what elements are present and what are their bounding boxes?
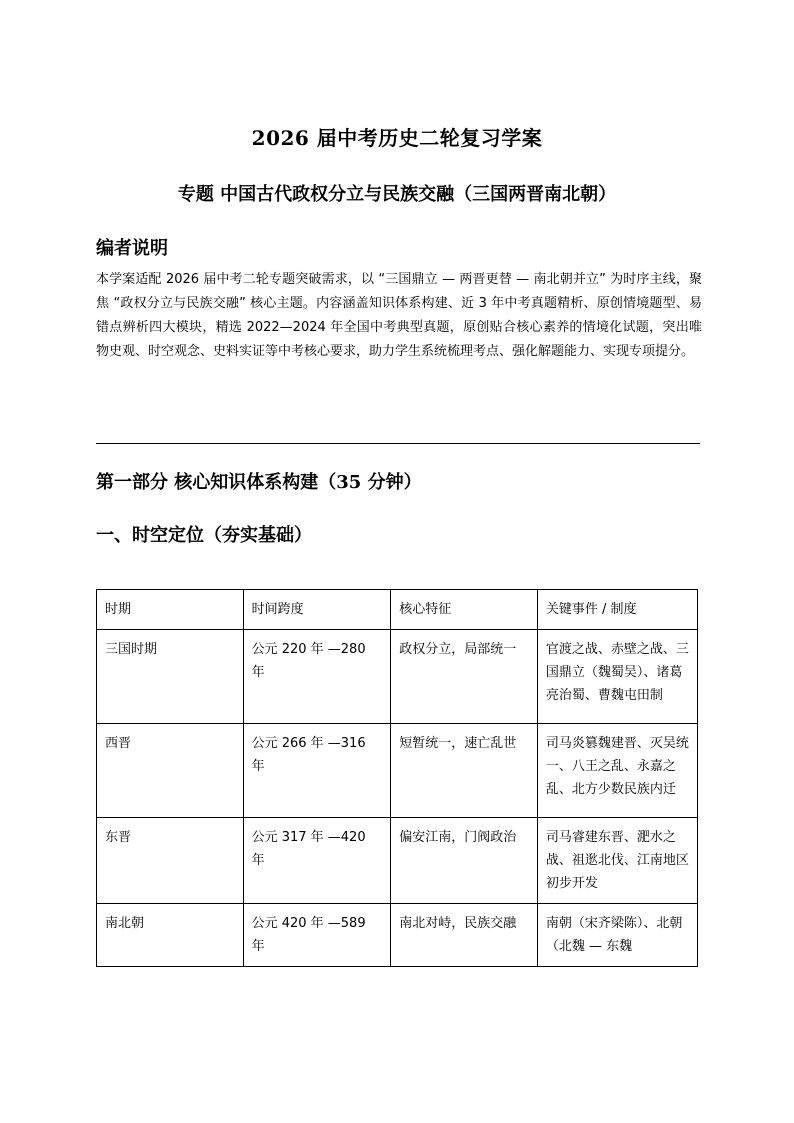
table-header-row xyxy=(97,590,698,630)
table-header-cell: 时期 xyxy=(97,590,244,630)
table-cell: 南北朝 xyxy=(97,904,244,967)
table-row xyxy=(97,724,698,818)
table-header-cell: 核心特征 xyxy=(391,590,538,630)
table-row xyxy=(97,818,698,904)
table-row xyxy=(97,630,698,724)
section-one-heading: 一、时空定位（夯实基础） xyxy=(96,525,312,546)
editor-note-paragraph: 本学案适配 2026 届中考二轮专题突破需求，以 “三国鼎立 — 两晋更替 — 南北朝并立” 为时序主线，聚焦 “政权分立与民族交融” 核心主题。内容涵盖知识体系构建、近 3 年中考真题精析、原创情境题型、易错点辨析四大模块，精选 2022—2024 年全国中考典型真题，原创贴合核心素养的情境化试题，突出唯物史观、时空观念、史料实证等中考核心要求，助力学生系统梳理考点、强化解题能力、实现专项提分。 xyxy=(96,272,702,359)
table-cell: 公元 220 年 —280 年 xyxy=(243,630,391,724)
table-cell: 南朝（宋齐梁陈）、北朝（北魏 — 东魏 xyxy=(537,904,697,967)
table-cell: 偏安江南，门阀政治 xyxy=(391,818,538,904)
table-cell: 短暂统一，速亡乱世 xyxy=(391,724,538,818)
timeline-table xyxy=(96,589,698,967)
table-cell: 司马炎篡魏建晋、灭吴统一、八王之乱、永嘉之乱、北方少数民族内迁 xyxy=(537,724,697,818)
table-cell: 政权分立，局部统一 xyxy=(391,630,538,724)
table-row xyxy=(97,904,698,967)
page-subtitle: 专题 中国古代政权分立与民族交融（三国两晋南北朝） xyxy=(177,184,617,205)
horizontal-divider xyxy=(96,443,700,444)
table-cell: 西晋 xyxy=(97,724,244,818)
table-cell: 三国时期 xyxy=(97,630,244,724)
page-title: 2026 届中考历史二轮复习学案 xyxy=(251,126,543,150)
table-cell: 官渡之战、赤壁之战、三国鼎立（魏蜀吴）、诸葛亮治蜀、曹魏屯田制 xyxy=(537,630,697,724)
editor-note-heading: 编者说明 xyxy=(96,238,168,259)
table-cell: 东晋 xyxy=(97,818,244,904)
table-header-cell: 关键事件 / 制度 xyxy=(537,590,697,630)
part-one-heading: 第一部分 核心知识体系构建（35 分钟） xyxy=(96,472,422,493)
table-cell: 公元 420 年 —589 年 xyxy=(243,904,391,967)
table-cell: 公元 317 年 —420 年 xyxy=(243,818,391,904)
table-cell: 公元 266 年 —316 年 xyxy=(243,724,391,818)
table-header-cell: 时间跨度 xyxy=(243,590,391,630)
table-cell: 司马睿建东晋、淝水之战、祖逖北伐、江南地区初步开发 xyxy=(537,818,697,904)
table-cell: 南北对峙，民族交融 xyxy=(391,904,538,967)
